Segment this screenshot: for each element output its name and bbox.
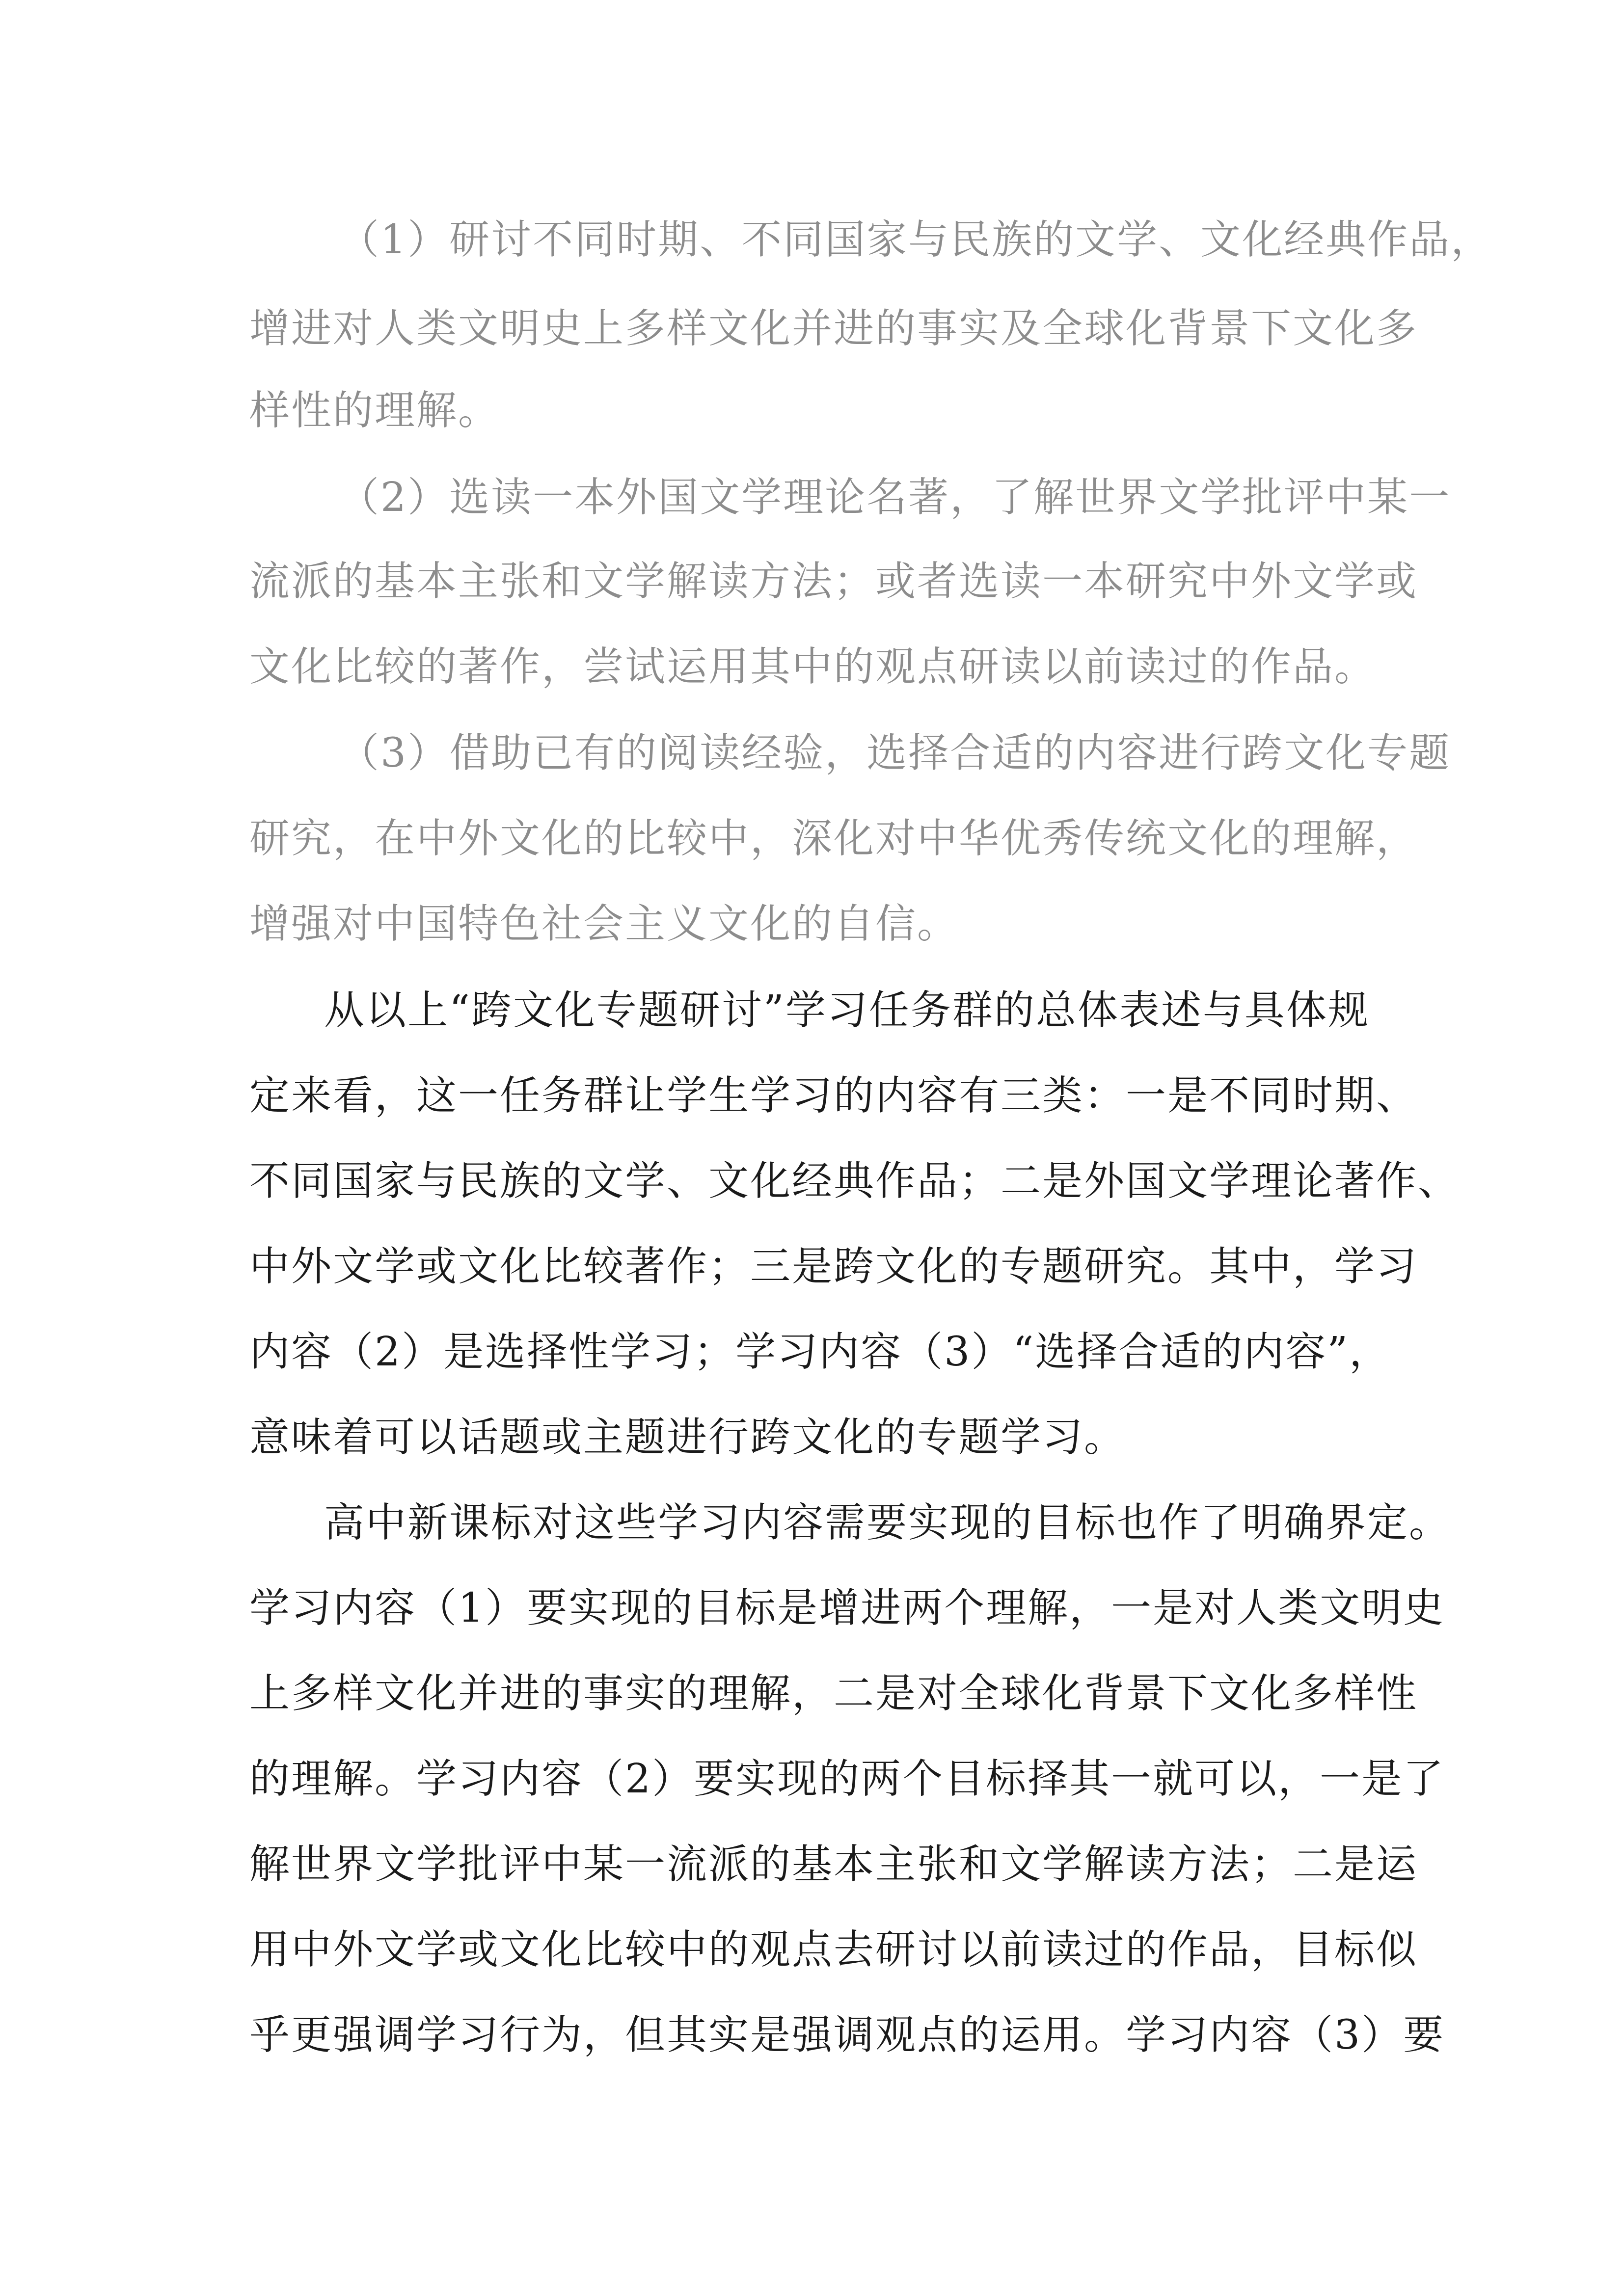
quoted-item-2-line-1: （2）选读一本外国文学理论名著，了解世界文学批评中某一 bbox=[339, 474, 1451, 521]
quoted-item-3-line-3: 增强对中国特色社会主义文化的自信。 bbox=[249, 901, 959, 947]
body-paragraph-1-line-4: 中外文学或文化比较著作；三是跨文化的专题研究。其中，学习 bbox=[249, 1243, 1418, 1290]
body-paragraph-1-line-6: 意味着可以话题或主题进行跨文化的专题学习。 bbox=[249, 1414, 1126, 1461]
quoted-item-2-line-2: 流派的基本主张和文学解读方法；或者选读一本研究中外文学或 bbox=[249, 558, 1418, 605]
body-paragraph-1-line-5: 内容（2）是选择性学习；学习内容（3）“选择合适的内容”， bbox=[249, 1329, 1391, 1375]
body-paragraph-2-line-6: 用中外文学或文化比较中的观点去研讨以前读过的作品，目标似 bbox=[249, 1926, 1418, 1973]
body-paragraph-1-line-2: 定来看，这一任务群让学生学习的内容有三类：一是不同时期、 bbox=[249, 1072, 1418, 1119]
body-paragraph-2-line-3: 上多样文化并进的事实的理解，二是对全球化背景下文化多样性 bbox=[249, 1670, 1418, 1717]
body-paragraph-1-line-3: 不同国家与民族的文学、文化经典作品；二是外国文学理论著作、 bbox=[249, 1158, 1460, 1204]
body-paragraph-2-line-5: 解世界文学批评中某一流派的基本主张和文学解读方法；二是运 bbox=[249, 1841, 1418, 1888]
body-paragraph-2-line-1: 高中新课标对这些学习内容需要实现的目标也作了明确界定。 bbox=[324, 1499, 1451, 1546]
quoted-item-1-line-3: 样性的理解。 bbox=[249, 387, 500, 434]
quoted-item-1-line-2: 增进对人类文明史上多样文化并进的事实及全球化背景下文化多 bbox=[249, 305, 1418, 352]
quoted-item-1-line-1: （1）研讨不同时期、不同国家与民族的文学、文化经典作品， bbox=[339, 216, 1493, 263]
body-paragraph-1-line-1: 从以上“跨文化专题研讨”学习任务群的总体表述与具体规 bbox=[324, 987, 1370, 1034]
quoted-item-3-line-1: （3）借助已有的阅读经验，选择合适的内容进行跨文化专题 bbox=[339, 730, 1451, 776]
body-paragraph-2-line-7: 乎更强调学习行为，但其实是强调观点的运用。学习内容（3）要 bbox=[249, 2012, 1445, 2058]
quoted-item-2-line-3: 文化比较的著作，尝试运用其中的观点研读以前读过的作品。 bbox=[249, 643, 1377, 690]
body-paragraph-2-line-4: 的理解。学习内容（2）要实现的两个目标择其一就可以，一是了 bbox=[249, 1756, 1445, 1802]
body-paragraph-2-line-2: 学习内容（1）要实现的目标是增进两个理解，一是对人类文明史 bbox=[249, 1585, 1445, 1631]
quoted-item-3-line-2: 研究，在中外文化的比较中，深化对中华优秀传统文化的理解， bbox=[249, 815, 1418, 862]
